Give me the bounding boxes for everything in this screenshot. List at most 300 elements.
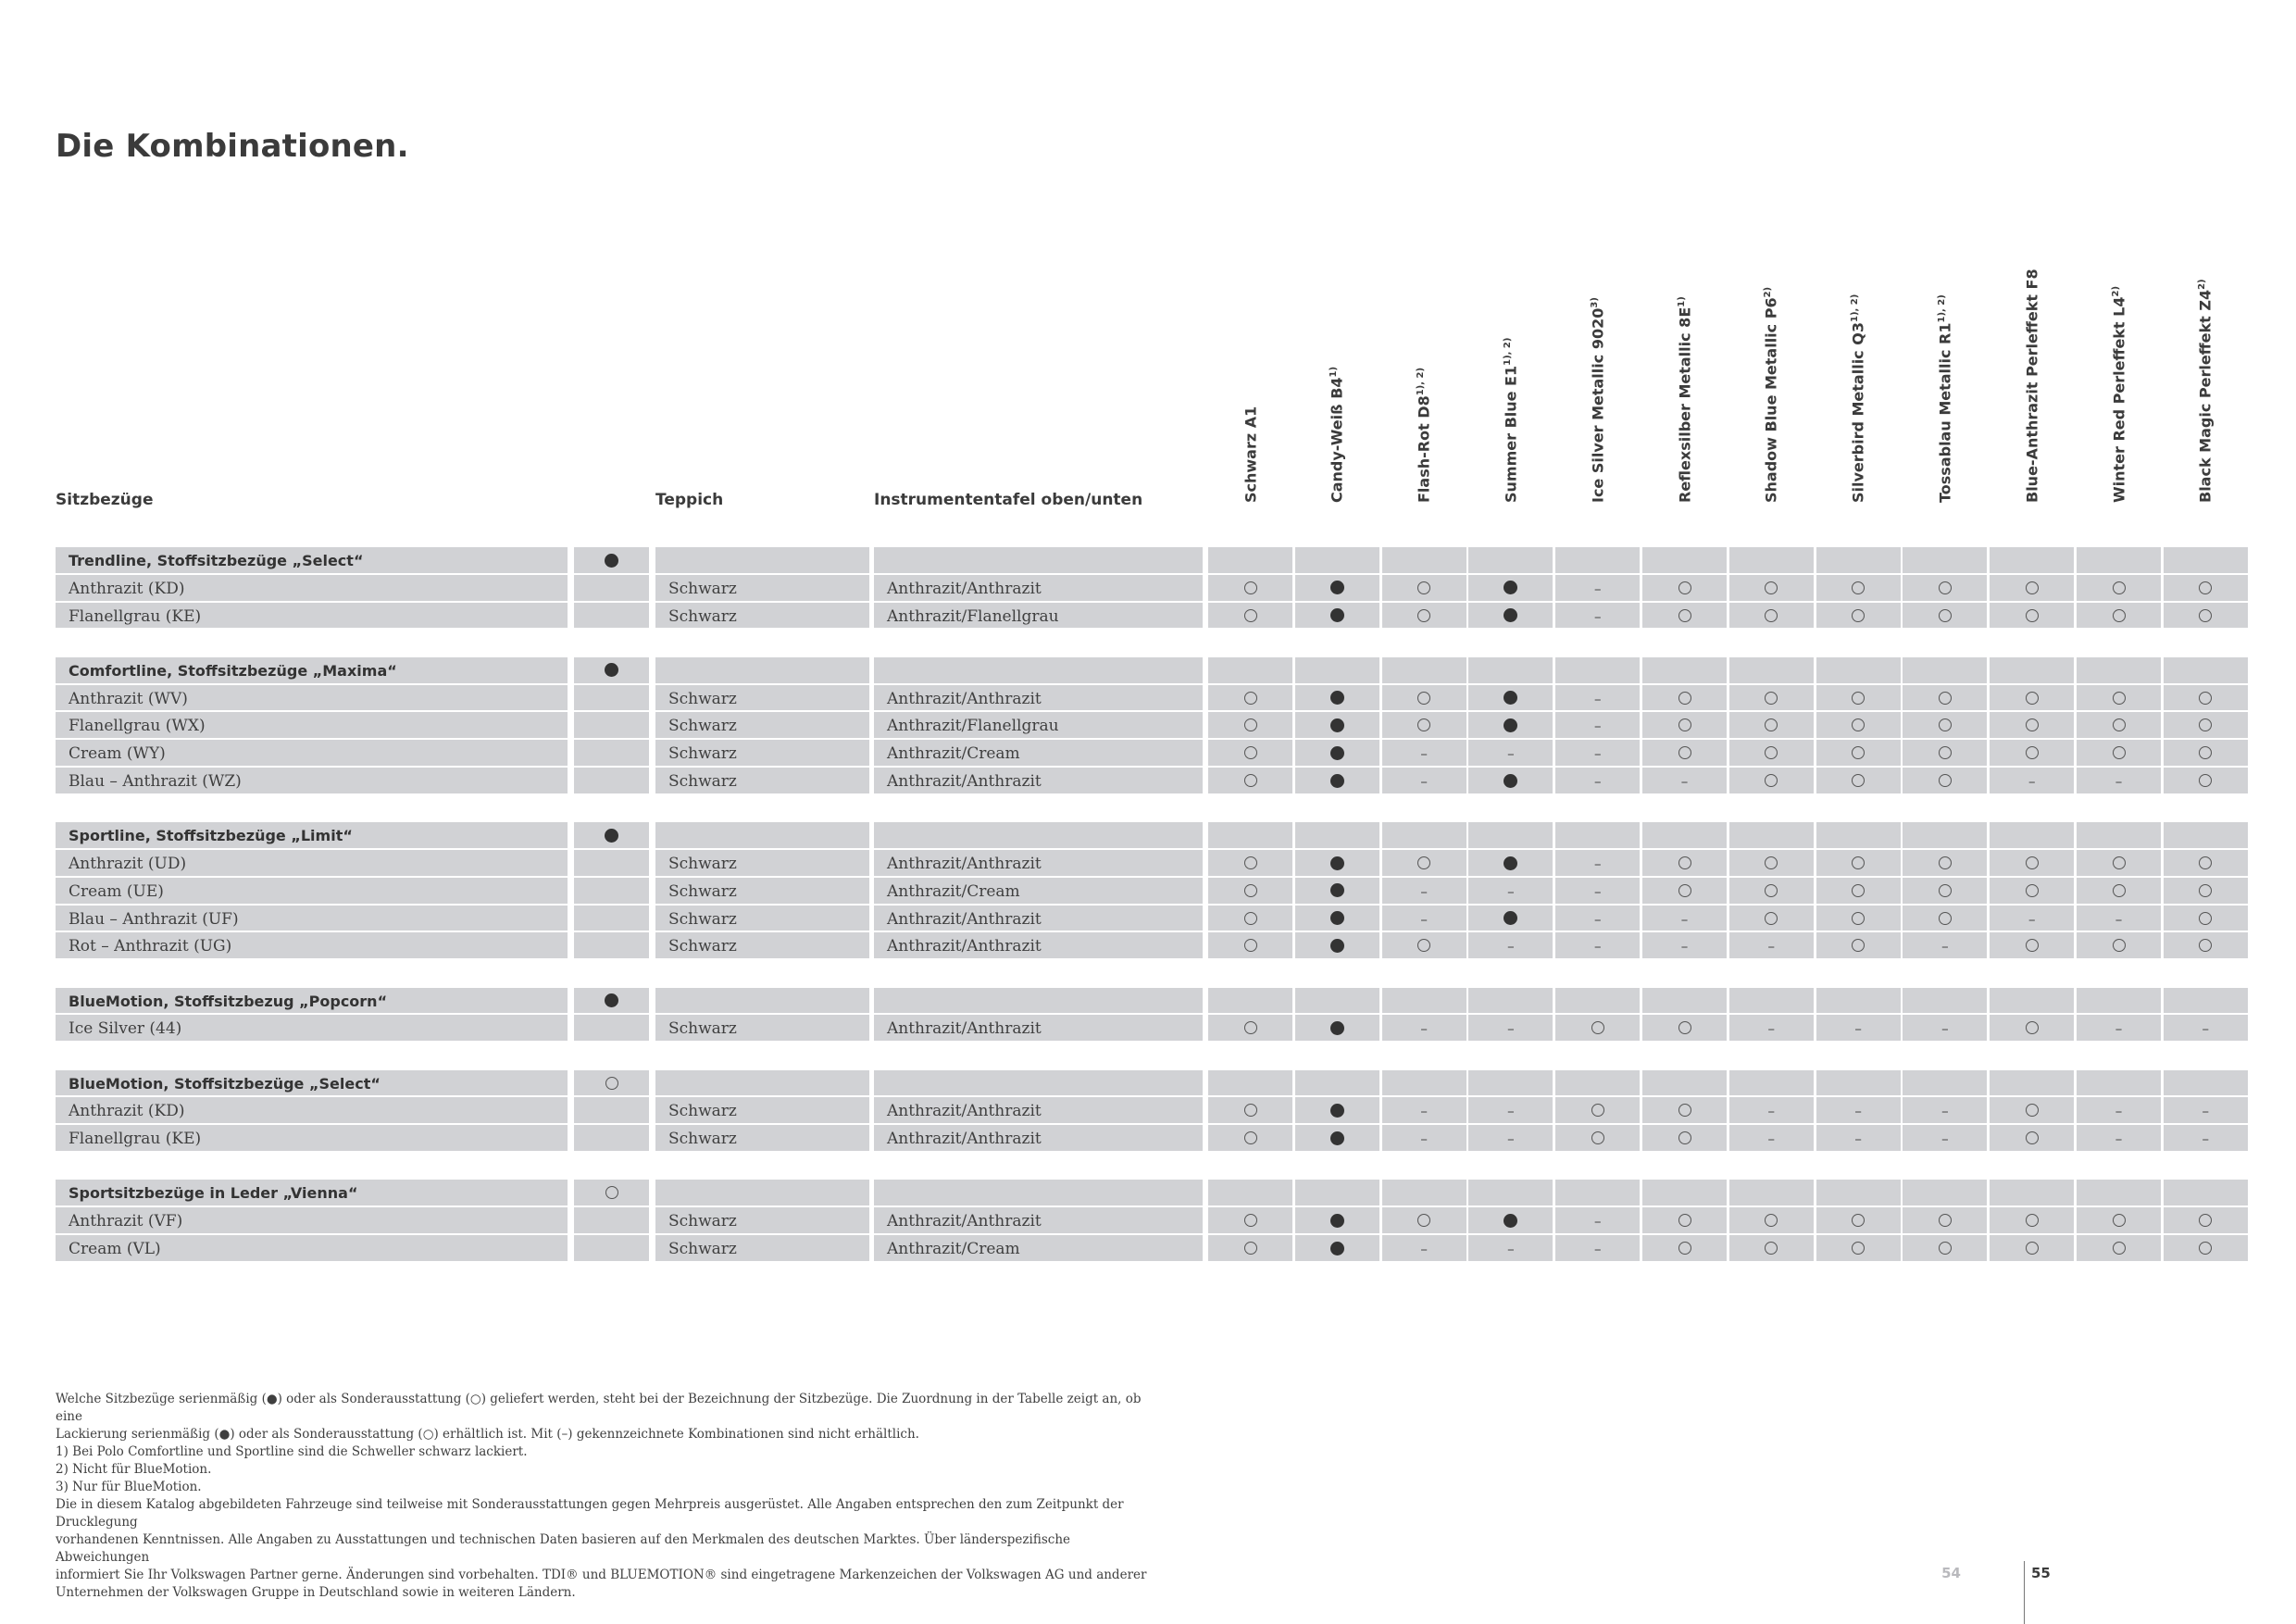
group-color-blank bbox=[2164, 1180, 2248, 1206]
group-color-blank bbox=[1990, 988, 2074, 1014]
optional-circle-icon bbox=[2199, 692, 2212, 705]
optional-circle-icon bbox=[2026, 746, 2039, 759]
optional-circle-icon bbox=[2026, 856, 2039, 869]
color-footnote-ref: 1), 2) bbox=[1416, 367, 1427, 396]
not-available-dash: – bbox=[1507, 938, 1515, 956]
optional-circle-icon bbox=[1244, 1104, 1257, 1117]
optional-circle-icon bbox=[1591, 1104, 1604, 1117]
color-availability-cell bbox=[2164, 603, 2248, 629]
standard-dot-icon bbox=[1330, 1104, 1344, 1118]
color-availability-cell bbox=[1382, 740, 1466, 766]
color-availability-cell bbox=[1208, 878, 1292, 904]
group-color-blank bbox=[1295, 1180, 1379, 1206]
group-color-blank bbox=[1729, 822, 1814, 848]
optional-circle-icon bbox=[1678, 1021, 1691, 1034]
group-color-blank bbox=[1990, 1180, 2074, 1206]
standard-dot-icon bbox=[605, 829, 618, 843]
color-availability-cell bbox=[2164, 575, 2248, 601]
color-availability-cell bbox=[1382, 1015, 1466, 1041]
color-availability-cell bbox=[1642, 1097, 1727, 1123]
color-footnote-ref: 1), 2) bbox=[1503, 337, 1514, 366]
color-availability-cell bbox=[1729, 1097, 1814, 1123]
not-available-dash: – bbox=[1420, 1241, 1428, 1257]
optional-circle-icon bbox=[1244, 1242, 1257, 1255]
optional-circle-icon bbox=[2199, 1214, 2212, 1227]
color-availability-cell bbox=[1990, 768, 2074, 793]
optional-circle-icon bbox=[1244, 884, 1257, 897]
availability-blank bbox=[574, 685, 649, 711]
color-availability-cell bbox=[2077, 1015, 2161, 1041]
optional-circle-icon bbox=[1765, 1242, 1778, 1255]
color-availability-cell bbox=[1729, 1125, 1814, 1151]
color-availability-cell bbox=[1729, 603, 1814, 629]
optional-circle-icon bbox=[1417, 939, 1430, 952]
color-availability-cell bbox=[1468, 768, 1553, 793]
color-availability-cell bbox=[1555, 906, 1640, 931]
disclaimer-line-4: Unternehmen der Volkswagen Gruppe in Deutschland sowie in weiteren Ländern. bbox=[56, 1585, 576, 1600]
not-available-dash: – bbox=[1420, 745, 1428, 763]
color-availability-cell bbox=[1295, 878, 1379, 904]
not-available-dash: – bbox=[1680, 910, 1689, 928]
optional-circle-icon bbox=[1939, 1242, 1952, 1255]
group-title: Sportline, Stoffsitzbezüge „Limit“ bbox=[56, 822, 568, 848]
color-availability-cell bbox=[1990, 1207, 2074, 1233]
color-availability-cell bbox=[1295, 932, 1379, 958]
color-availability-cell bbox=[1555, 878, 1640, 904]
optional-circle-icon bbox=[1765, 856, 1778, 869]
optional-circle-icon bbox=[1852, 939, 1865, 952]
color-availability-cell bbox=[1555, 575, 1640, 601]
dashboard-value: Anthrazit/Anthrazit bbox=[874, 1015, 1203, 1041]
color-availability-cell bbox=[1990, 575, 2074, 601]
color-availability-cell bbox=[1382, 906, 1466, 931]
standard-dot-icon bbox=[1330, 1214, 1344, 1228]
color-availability-cell bbox=[1816, 685, 1901, 711]
color-availability-cell bbox=[1816, 932, 1901, 958]
optional-circle-icon bbox=[2113, 692, 2126, 705]
optional-circle-icon bbox=[1852, 718, 1865, 731]
standard-dot-icon bbox=[1504, 581, 1517, 594]
group-color-blank bbox=[1468, 988, 1553, 1014]
availability-blank bbox=[574, 768, 649, 793]
optional-circle-icon bbox=[2113, 1214, 2126, 1227]
color-availability-cell bbox=[1382, 768, 1466, 793]
standard-dot-icon bbox=[1330, 883, 1344, 897]
optional-circle-icon bbox=[1852, 746, 1865, 759]
not-available-dash: – bbox=[1854, 1103, 1862, 1120]
group-color-blank bbox=[1382, 822, 1466, 848]
group-color-blank bbox=[1468, 547, 1553, 573]
color-availability-cell bbox=[1468, 575, 1553, 601]
disclaimer-line-1: Die in diesem Katalog abgebildeten Fahrzeuge sind teilweise mit Sonderausstattungen gegen Mehrpreis ausgerüstet. Alle Angaben entsprechen den zum Zeitpunkt der Drucklegung bbox=[56, 1497, 1124, 1530]
standard-dot-icon bbox=[605, 993, 618, 1007]
color-availability-cell bbox=[1903, 603, 1987, 629]
standard-dot-icon bbox=[1330, 718, 1344, 732]
carpet-value: Schwarz bbox=[655, 575, 869, 601]
color-availability-cell bbox=[1468, 740, 1553, 766]
carpet-value: Schwarz bbox=[655, 1015, 869, 1041]
group-dash-blank bbox=[874, 657, 1203, 683]
optional-circle-icon bbox=[2113, 746, 2126, 759]
dashboard-value: Anthrazit/Cream bbox=[874, 878, 1203, 904]
color-availability-cell bbox=[2077, 603, 2161, 629]
not-available-dash: – bbox=[2115, 1020, 2123, 1038]
optional-circle-icon bbox=[605, 1077, 618, 1090]
group-color-blank bbox=[1382, 1180, 1466, 1206]
color-availability-cell bbox=[1555, 768, 1640, 793]
color-name: Blue-Anthrazit Perleffekt F8 bbox=[2023, 269, 2041, 503]
not-available-dash: – bbox=[2115, 1131, 2123, 1148]
dashboard-value: Anthrazit/Anthrazit bbox=[874, 850, 1203, 876]
optional-circle-icon bbox=[1678, 1214, 1691, 1227]
group-color-blank bbox=[1990, 657, 2074, 683]
optional-circle-icon bbox=[605, 1186, 618, 1199]
color-availability-cell bbox=[1903, 1125, 1987, 1151]
color-availability-cell bbox=[2077, 932, 2161, 958]
color-availability-cell bbox=[1295, 1097, 1379, 1123]
color-footnote-ref: 2) bbox=[2110, 285, 2121, 297]
not-available-dash: – bbox=[1507, 882, 1515, 900]
not-available-dash: – bbox=[1593, 938, 1602, 956]
availability-blank bbox=[574, 1015, 649, 1041]
optional-circle-icon bbox=[1678, 1104, 1691, 1117]
carpet-value: Schwarz bbox=[655, 740, 869, 766]
color-availability-cell bbox=[1468, 603, 1553, 629]
color-availability-cell bbox=[1295, 1125, 1379, 1151]
not-available-dash: – bbox=[1593, 856, 1602, 872]
color-name: Flash-Rot D8 bbox=[1415, 395, 1433, 503]
color-availability-cell bbox=[1903, 685, 1987, 711]
group-carpet-blank bbox=[655, 988, 869, 1014]
optional-circle-icon bbox=[1678, 1242, 1691, 1255]
availability-blank bbox=[574, 740, 649, 766]
optional-circle-icon bbox=[1678, 692, 1691, 705]
carpet-value: Schwarz bbox=[655, 1125, 869, 1151]
group-color-blank bbox=[1208, 657, 1292, 683]
optional-circle-icon bbox=[2199, 718, 2212, 731]
standard-dot-icon bbox=[1330, 691, 1344, 705]
color-availability-cell bbox=[1382, 1125, 1466, 1151]
not-available-dash: – bbox=[1420, 1020, 1428, 1038]
color-availability-cell bbox=[1990, 1097, 2074, 1123]
optional-circle-icon bbox=[1939, 581, 1952, 594]
optional-circle-icon bbox=[1852, 609, 1865, 622]
group-title: BlueMotion, Stoffsitzbezug „Popcorn“ bbox=[56, 988, 568, 1014]
group-carpet-blank bbox=[655, 822, 869, 848]
color-availability-cell bbox=[1208, 1125, 1292, 1151]
optional-circle-icon bbox=[1244, 912, 1257, 925]
color-availability-cell bbox=[1642, 768, 1727, 793]
color-availability-cell bbox=[1729, 932, 1814, 958]
optional-circle-icon bbox=[2026, 1104, 2039, 1117]
optional-circle-icon bbox=[2199, 774, 2212, 787]
carpet-value: Schwarz bbox=[655, 768, 869, 793]
color-name: Silverbird Metallic Q3 bbox=[1849, 322, 1867, 503]
group-color-blank bbox=[1642, 1180, 1727, 1206]
seat-cover-name: Flanellgrau (KE) bbox=[56, 603, 568, 629]
group-availability bbox=[574, 1180, 649, 1206]
standard-dot-icon bbox=[1330, 1021, 1344, 1035]
carpet-value: Schwarz bbox=[655, 1097, 869, 1123]
color-availability-cell bbox=[1903, 906, 1987, 931]
legend-line-1: Welche Sitzbezüge serienmäßig (●) oder als Sonderausstattung (○) geliefert werden, steht bei der Bezeichnung der Sitzbezüge. Die Zuordnung in der Tabelle zeigt an, ob eine bbox=[56, 1392, 1142, 1424]
carpet-value: Schwarz bbox=[655, 712, 869, 738]
color-availability-cell bbox=[1295, 1235, 1379, 1261]
not-available-dash: – bbox=[1854, 1020, 1862, 1038]
color-availability-cell bbox=[1642, 1235, 1727, 1261]
color-name: Candy-Weiß B4 bbox=[1328, 377, 1346, 503]
group-color-blank bbox=[1208, 547, 1292, 573]
group-color-blank bbox=[1382, 1070, 1466, 1096]
color-availability-cell bbox=[1990, 685, 2074, 711]
color-availability-cell bbox=[1555, 1097, 1640, 1123]
group-color-blank bbox=[1816, 1180, 1901, 1206]
seat-cover-name: Rot – Anthrazit (UG) bbox=[56, 932, 568, 958]
page-title: Die Kombinationen. bbox=[56, 128, 409, 165]
optional-circle-icon bbox=[2026, 884, 2039, 897]
optional-circle-icon bbox=[1417, 1214, 1430, 1227]
group-color-blank bbox=[1208, 1070, 1292, 1096]
color-availability-cell bbox=[1208, 906, 1292, 931]
color-footnote-ref: 3) bbox=[1589, 297, 1600, 308]
seat-cover-name: Anthrazit (KD) bbox=[56, 1097, 568, 1123]
standard-dot-icon bbox=[1330, 1242, 1344, 1255]
color-availability-cell bbox=[1990, 850, 2074, 876]
group-color-blank bbox=[1382, 988, 1466, 1014]
standard-dot-icon bbox=[1504, 718, 1517, 732]
not-available-dash: – bbox=[1593, 718, 1602, 735]
color-name: Ice Silver Metallic 9020 bbox=[1589, 307, 1607, 503]
optional-circle-icon bbox=[1852, 912, 1865, 925]
carpet-value: Schwarz bbox=[655, 850, 869, 876]
color-availability-cell bbox=[1642, 906, 1727, 931]
group-color-blank bbox=[1642, 988, 1727, 1014]
disclaimer bbox=[56, 1496, 1148, 1602]
group-color-blank bbox=[1903, 822, 1987, 848]
not-available-dash: – bbox=[1941, 1131, 1949, 1148]
not-available-dash: – bbox=[1854, 1131, 1862, 1148]
not-available-dash: – bbox=[2202, 1020, 2210, 1038]
availability-blank bbox=[574, 932, 649, 958]
color-availability-cell bbox=[1816, 1097, 1901, 1123]
footnote-2: 2) Nicht für BlueMotion. bbox=[56, 1462, 212, 1477]
seat-cover-name: Anthrazit (KD) bbox=[56, 575, 568, 601]
disclaimer-line-3: informiert Sie Ihr Volkswagen Partner gerne. Änderungen sind vorbehalten. TDI® und BLUEMOTION® sind eingetragene Markenzeichen der Volkswagen AG und anderer bbox=[56, 1568, 1147, 1582]
not-available-dash: – bbox=[1593, 607, 1602, 625]
optional-circle-icon bbox=[1852, 1242, 1865, 1255]
color-availability-cell bbox=[1990, 712, 2074, 738]
not-available-dash: – bbox=[2202, 1103, 2210, 1120]
optional-circle-icon bbox=[1852, 884, 1865, 897]
optional-circle-icon bbox=[2199, 939, 2212, 952]
optional-circle-icon bbox=[1765, 609, 1778, 622]
optional-circle-icon bbox=[2199, 1242, 2212, 1255]
group-title: Sportsitzbezüge in Leder „Vienna“ bbox=[56, 1180, 568, 1206]
group-dash-blank bbox=[874, 547, 1203, 573]
color-availability-cell bbox=[1208, 603, 1292, 629]
color-availability-cell bbox=[1555, 1125, 1640, 1151]
color-availability-cell bbox=[1903, 878, 1987, 904]
availability-blank bbox=[574, 712, 649, 738]
optional-circle-icon bbox=[1678, 609, 1691, 622]
dashboard-value: Anthrazit/Flanellgrau bbox=[874, 603, 1203, 629]
group-color-blank bbox=[1468, 822, 1553, 848]
availability-blank bbox=[574, 1097, 649, 1123]
not-available-dash: – bbox=[1593, 882, 1602, 900]
optional-circle-icon bbox=[2026, 692, 2039, 705]
not-available-dash: – bbox=[1507, 1131, 1515, 1148]
group-color-blank bbox=[1555, 1070, 1640, 1096]
footnote-3: 3) Nur für BlueMotion. bbox=[56, 1480, 202, 1494]
carpet-value: Schwarz bbox=[655, 1235, 869, 1261]
header-carpet: Teppich bbox=[655, 491, 724, 509]
color-availability-cell bbox=[1903, 850, 1987, 876]
color-availability-cell bbox=[1903, 575, 1987, 601]
optional-circle-icon bbox=[2113, 718, 2126, 731]
color-availability-cell bbox=[1642, 1015, 1727, 1041]
not-available-dash: – bbox=[2028, 910, 2036, 928]
optional-circle-icon bbox=[1852, 1214, 1865, 1227]
group-color-blank bbox=[2164, 988, 2248, 1014]
color-availability-cell bbox=[2164, 1097, 2248, 1123]
seat-cover-name: Blau – Anthrazit (WZ) bbox=[56, 768, 568, 793]
optional-circle-icon bbox=[2026, 1214, 2039, 1227]
optional-circle-icon bbox=[2199, 912, 2212, 925]
carpet-value: Schwarz bbox=[655, 603, 869, 629]
color-availability-cell bbox=[1903, 1235, 1987, 1261]
optional-circle-icon bbox=[2113, 884, 2126, 897]
optional-circle-icon bbox=[1939, 774, 1952, 787]
group-color-blank bbox=[1729, 1180, 1814, 1206]
group-color-blank bbox=[1295, 822, 1379, 848]
optional-circle-icon bbox=[2199, 884, 2212, 897]
color-availability-cell bbox=[1555, 712, 1640, 738]
color-availability-cell bbox=[2077, 740, 2161, 766]
color-availability-cell bbox=[1555, 685, 1640, 711]
group-carpet-blank bbox=[655, 1070, 869, 1096]
optional-circle-icon bbox=[1765, 692, 1778, 705]
color-availability-cell bbox=[1555, 1235, 1640, 1261]
not-available-dash: – bbox=[1507, 745, 1515, 763]
seat-cover-name: Blau – Anthrazit (UF) bbox=[56, 906, 568, 931]
group-carpet-blank bbox=[655, 1180, 869, 1206]
color-footnote-ref: 1) bbox=[1329, 366, 1340, 378]
color-availability-cell bbox=[2077, 1125, 2161, 1151]
optional-circle-icon bbox=[1939, 912, 1952, 925]
color-availability-cell bbox=[1468, 932, 1553, 958]
optional-circle-icon bbox=[1765, 581, 1778, 594]
optional-circle-icon bbox=[1591, 1021, 1604, 1034]
color-name: Reflexsilber Metallic 8E bbox=[1676, 306, 1693, 503]
optional-circle-icon bbox=[1939, 609, 1952, 622]
standard-dot-icon bbox=[1330, 939, 1344, 953]
color-availability-cell bbox=[1816, 768, 1901, 793]
color-availability-cell bbox=[1382, 575, 1466, 601]
color-availability-cell bbox=[2077, 1097, 2161, 1123]
seat-cover-name: Anthrazit (WV) bbox=[56, 685, 568, 711]
not-available-dash: – bbox=[1507, 1103, 1515, 1120]
standard-dot-icon bbox=[1330, 608, 1344, 622]
color-availability-cell bbox=[1208, 1015, 1292, 1041]
color-availability-cell bbox=[1903, 768, 1987, 793]
group-color-blank bbox=[1555, 1180, 1640, 1206]
availability-blank bbox=[574, 603, 649, 629]
color-availability-cell bbox=[1729, 906, 1814, 931]
standard-dot-icon bbox=[1330, 746, 1344, 760]
standard-dot-icon bbox=[1504, 856, 1517, 870]
carpet-value: Schwarz bbox=[655, 878, 869, 904]
group-color-blank bbox=[1642, 822, 1727, 848]
not-available-dash: – bbox=[1593, 1241, 1602, 1257]
color-availability-cell bbox=[1468, 1207, 1553, 1233]
group-color-blank bbox=[1468, 657, 1553, 683]
seat-cover-name: Cream (VL) bbox=[56, 1235, 568, 1261]
color-availability-cell bbox=[1816, 1015, 1901, 1041]
dashboard-value: Anthrazit/Anthrazit bbox=[874, 575, 1203, 601]
color-availability-cell bbox=[1208, 1097, 1292, 1123]
group-color-blank bbox=[1295, 1070, 1379, 1096]
color-availability-cell bbox=[1468, 685, 1553, 711]
color-availability-cell bbox=[2077, 712, 2161, 738]
group-carpet-blank bbox=[655, 547, 869, 573]
color-availability-cell bbox=[1642, 685, 1727, 711]
availability-blank bbox=[574, 1207, 649, 1233]
optional-circle-icon bbox=[1591, 1131, 1604, 1144]
group-color-blank bbox=[1555, 988, 1640, 1014]
dashboard-value: Anthrazit/Anthrazit bbox=[874, 768, 1203, 793]
group-color-blank bbox=[1468, 1070, 1553, 1096]
not-available-dash: – bbox=[2115, 910, 2123, 928]
color-availability-cell bbox=[2164, 932, 2248, 958]
optional-circle-icon bbox=[1678, 718, 1691, 731]
group-color-blank bbox=[1642, 1070, 1727, 1096]
color-availability-cell bbox=[1208, 768, 1292, 793]
optional-circle-icon bbox=[1939, 718, 1952, 731]
carpet-value: Schwarz bbox=[655, 685, 869, 711]
standard-dot-icon bbox=[1504, 1214, 1517, 1228]
optional-circle-icon bbox=[1678, 746, 1691, 759]
optional-circle-icon bbox=[2113, 581, 2126, 594]
group-color-blank bbox=[1903, 1180, 1987, 1206]
color-availability-cell bbox=[1382, 878, 1466, 904]
optional-circle-icon bbox=[1417, 718, 1430, 731]
optional-circle-icon bbox=[1244, 609, 1257, 622]
group-availability bbox=[574, 1070, 649, 1096]
optional-circle-icon bbox=[2199, 746, 2212, 759]
group-title: BlueMotion, Stoffsitzbezüge „Select“ bbox=[56, 1070, 568, 1096]
color-availability-cell bbox=[1990, 1125, 2074, 1151]
color-availability-cell bbox=[1642, 603, 1727, 629]
carpet-value: Schwarz bbox=[655, 906, 869, 931]
group-color-blank bbox=[1903, 657, 1987, 683]
group-dash-blank bbox=[874, 1070, 1203, 1096]
group-color-blank bbox=[1816, 547, 1901, 573]
group-color-blank bbox=[1642, 657, 1727, 683]
group-color-blank bbox=[2164, 822, 2248, 848]
color-availability-cell bbox=[1729, 685, 1814, 711]
color-footnote-ref: 1), 2) bbox=[1937, 294, 1948, 323]
color-availability-cell bbox=[1642, 740, 1727, 766]
optional-circle-icon bbox=[1678, 1131, 1691, 1144]
standard-dot-icon bbox=[1504, 911, 1517, 925]
optional-circle-icon bbox=[2026, 939, 2039, 952]
page-divider bbox=[2024, 1561, 2025, 1624]
optional-circle-icon bbox=[2026, 1131, 2039, 1144]
color-availability-cell bbox=[1729, 1015, 1814, 1041]
not-available-dash: – bbox=[1593, 773, 1602, 790]
group-color-blank bbox=[1903, 988, 1987, 1014]
group-color-blank bbox=[1555, 547, 1640, 573]
